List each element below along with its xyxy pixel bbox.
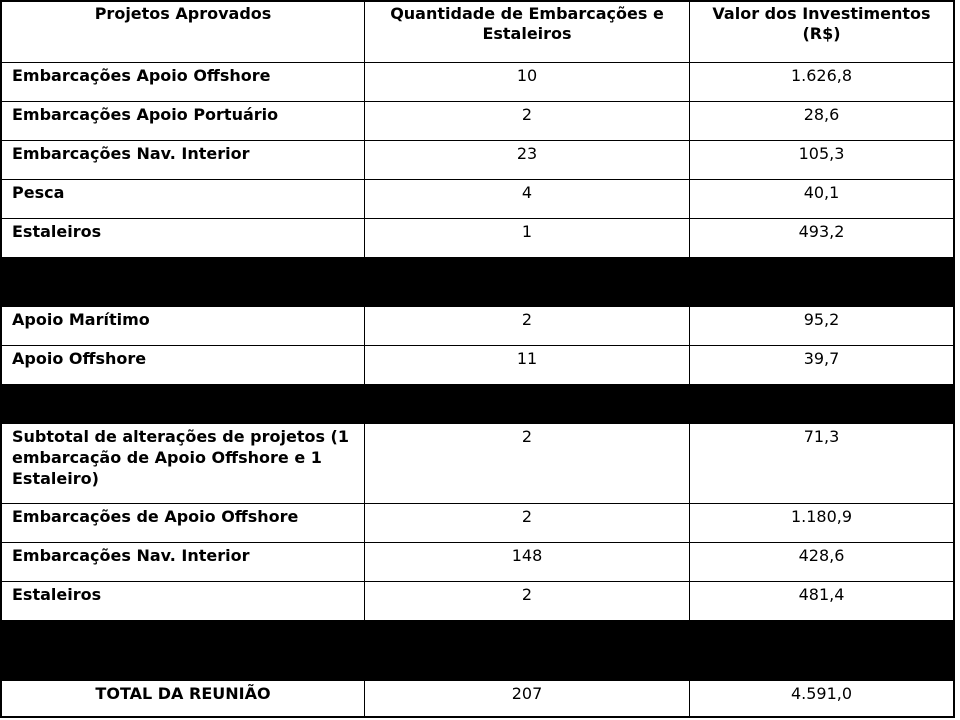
row-quantity: 2 (365, 424, 690, 503)
row-value: 28,6 (803, 105, 840, 124)
section-separator (2, 621, 953, 681)
table-header (2, 2, 953, 63)
row-label: Embarcações Apoio Offshore (2, 63, 365, 101)
row-quantity: 23 (365, 141, 690, 179)
row-label: Estaleiros (2, 219, 365, 257)
table-row (2, 219, 953, 258)
row-value: 40,1 (803, 183, 840, 202)
row-value: 493,2 (798, 222, 845, 241)
row-quantity: 2 (365, 102, 690, 140)
total-row (2, 681, 953, 718)
row-label: Subtotal de alterações de projetos (1 embarcação de Apoio Offshore e 1 Estaleiro) (2, 424, 365, 503)
section-separator (2, 385, 953, 424)
row-quantity: 10 (365, 63, 690, 101)
row-quantity: 148 (365, 543, 690, 581)
row-label: Embarcações de Apoio Offshore (2, 504, 365, 542)
row-value: 1.626,8 (790, 66, 853, 85)
row-value: 428,6 (798, 546, 845, 565)
row-value: 105,3 (798, 144, 845, 163)
table-row (2, 346, 953, 385)
section-separator (2, 258, 953, 307)
header-projects: Projetos Aprovados (2, 2, 365, 62)
row-quantity: 2 (365, 582, 690, 620)
total-value: 4.591,0 (790, 684, 853, 703)
row-label: Embarcações Apoio Portuário (2, 102, 365, 140)
row-quantity: 2 (365, 504, 690, 542)
row-label: Apoio Marítimo (2, 307, 365, 345)
total-quantity: 207 (365, 681, 690, 718)
row-label: Estaleiros (2, 582, 365, 620)
table-row (2, 63, 953, 102)
table-row (2, 582, 953, 621)
table-row (2, 180, 953, 219)
row-value: 71,3 (803, 427, 840, 446)
total-label: TOTAL DA REUNIÃO (2, 681, 365, 718)
table-row (2, 504, 953, 543)
row-quantity: 4 (365, 180, 690, 218)
row-value: 1.180,9 (790, 507, 853, 526)
row-value: 95,2 (803, 310, 840, 329)
table-row (2, 102, 953, 141)
row-value: 481,4 (798, 585, 845, 604)
header-investment: Valor dos Investimentos (R$) (712, 4, 931, 43)
table-row (2, 307, 953, 346)
table-row (2, 424, 953, 504)
table-row (2, 141, 953, 180)
row-quantity: 1 (365, 219, 690, 257)
row-label: Embarcações Nav. Interior (2, 141, 365, 179)
row-label: Embarcações Nav. Interior (2, 543, 365, 581)
row-quantity: 11 (365, 346, 690, 384)
row-label: Apoio Offshore (2, 346, 365, 384)
row-quantity: 2 (365, 307, 690, 345)
row-value: 39,7 (803, 349, 840, 368)
row-label: Pesca (2, 180, 365, 218)
table-row (2, 543, 953, 582)
header-quantity: Quantidade de Embarcações e Estaleiros (365, 2, 690, 62)
